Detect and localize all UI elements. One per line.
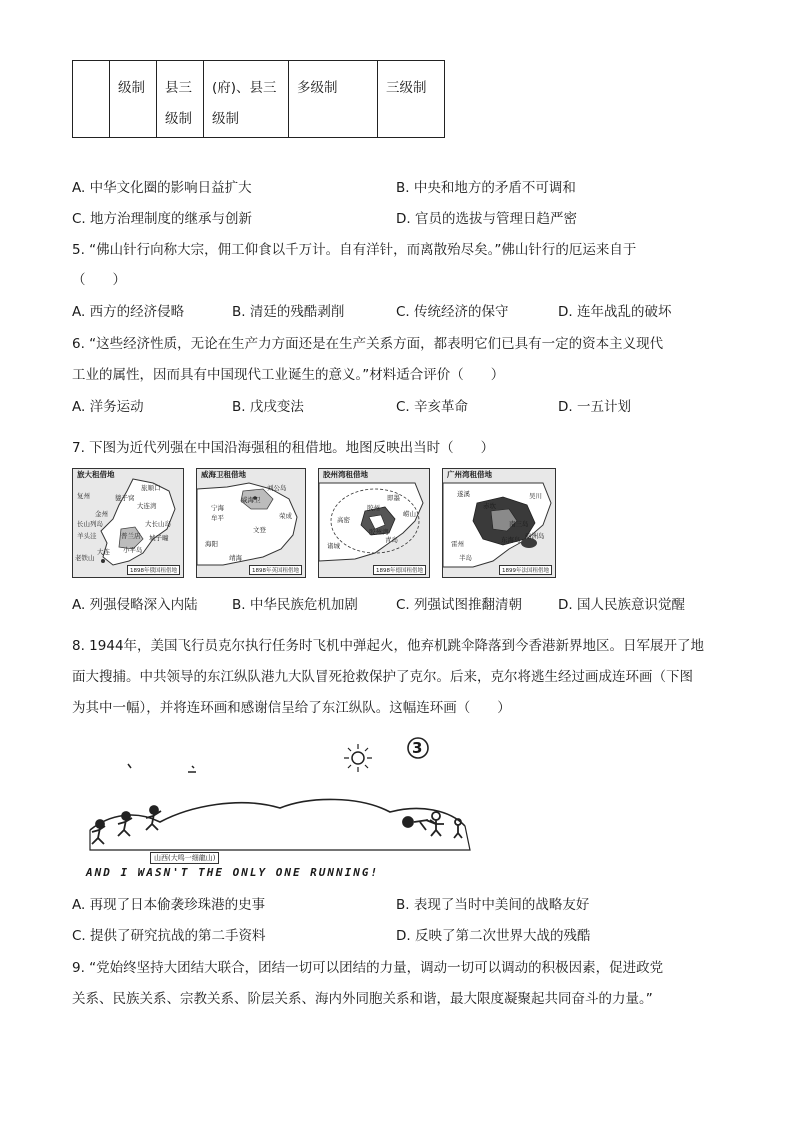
coastline-graphic: [319, 469, 429, 577]
map-label: 海阳: [205, 540, 218, 548]
map-label: 胶州湾: [369, 528, 389, 536]
map-legend: 1898年德国租借地: [373, 565, 426, 575]
map-lvda: [72, 468, 184, 578]
q6-option-c[interactable]: C. 辛亥革命: [396, 399, 469, 415]
q7-option-c[interactable]: C. 列强试图推翻清朝: [396, 597, 523, 613]
q6-option-b[interactable]: B. 戊戌变法: [232, 399, 304, 415]
q5-option-c[interactable]: C. 传统经济的保守: [396, 304, 509, 320]
q5-stem: 5. “佛山针行向称大宗，佣工仰食以千万计。自有洋针，而离散殆尽矣。”佛山针行的厄运来自于: [72, 242, 637, 258]
map-label: 硇洲岛: [525, 532, 545, 540]
q8-option-b[interactable]: B. 表现了当时中美间的战略友好: [396, 897, 590, 913]
table-cell: 县三级制: [157, 61, 204, 138]
table-cell: 级制: [110, 61, 157, 138]
q6-stem-line1: 6. “这些经济性质，无论在生产力方面还是在生产关系方面，都表明它们已具有一定的资本主义现代: [72, 336, 664, 352]
map-label: 吴川: [529, 492, 542, 500]
map-label: 诸城: [327, 542, 340, 550]
q7-option-d[interactable]: D. 国人民族意识觉醒: [558, 597, 685, 613]
map-label: 半岛: [459, 554, 472, 562]
table-row: [73, 61, 445, 138]
map-weihaiwei: [196, 468, 306, 578]
map-label: 宁海: [211, 504, 224, 512]
comic-caption-note: 山西(大鸣一细龍山): [150, 852, 219, 864]
q4-option-d[interactable]: D. 官员的选拔与管理日趋严密: [396, 211, 577, 227]
q5-blank: （ ）: [72, 272, 126, 288]
q8-stem-line3: 为其中一幅），并将连环画和感谢信呈给了东江纵队。这幅连环画（ ）: [72, 700, 511, 716]
q8-option-d[interactable]: D. 反映了第二次世界大战的残酷: [396, 928, 591, 944]
map-label: 南三岛: [509, 520, 529, 528]
map-label: 雷州: [451, 540, 464, 548]
admin-table: [72, 60, 445, 138]
map-label: 貔子窝: [115, 494, 135, 502]
map-label: 老铁山: [75, 554, 95, 562]
map-title: 广州湾租借地: [447, 470, 492, 479]
map-label: 长山列岛: [77, 520, 103, 528]
q5-option-a[interactable]: A. 西方的经济侵略: [72, 304, 185, 320]
q6-option-a[interactable]: A. 洋务运动: [72, 399, 144, 415]
map-legend: 1898年英国租借地: [249, 565, 302, 575]
map-legend: 1899年法国租借地: [499, 565, 552, 575]
q6-stem-line2: 工业的属性，因而具有中国现代工业诞生的意义。”材料适合评价（ ）: [72, 367, 505, 383]
q8-option-a[interactable]: A. 再现了日本偷袭珍珠港的史事: [72, 897, 266, 913]
map-label: 大连: [97, 548, 110, 556]
map-title: 胶州湾租借地: [323, 470, 368, 479]
map-guangzhouwan: [442, 468, 556, 578]
map-label: 遂溪: [457, 490, 470, 498]
map-label: 复州: [77, 492, 90, 500]
q8-stem-line2: 面大搜捕。中共领导的东江纵队港九大队冒死抢救保护了克尔。后来，克尔将逃生经过画成连环画（下图: [72, 669, 693, 685]
map-label: 威海卫: [241, 496, 261, 504]
q7-option-b[interactable]: B. 中华民族危机加剧: [232, 597, 358, 613]
map-label: 高密: [337, 516, 350, 524]
map-jiaozhou: [318, 468, 430, 578]
q9-stem-line1: 9. “党始终坚持大团结大联合，团结一切可以团结的力量，调动一切可以调动的积极因素，促进政党: [72, 960, 664, 976]
map-label: 旅顺口: [141, 484, 161, 492]
map-label: 胶州: [367, 504, 380, 512]
comic-number: 3: [412, 739, 423, 757]
map-label: 羊头洼: [77, 532, 97, 540]
map-title: 旅大租借地: [77, 470, 115, 479]
map-label: 文登: [253, 526, 266, 534]
map-label: 普兰店: [121, 532, 141, 540]
q7-option-a[interactable]: A. 列强侵略深入内陆: [72, 597, 198, 613]
map-label: 荣成: [279, 512, 292, 520]
map-label: 东海岛: [501, 536, 521, 544]
table-cell: 多级制: [289, 61, 378, 138]
map-legend: 1898年俄国租借地: [127, 565, 180, 575]
table-cell: 三级制: [378, 61, 445, 138]
q8-stem-line1: 8. 1944年，美国飞行员克尔执行任务时飞机中弹起火，他弃机跳伞降落到今香港新界地区。日军展开了地: [72, 638, 705, 654]
q4-option-c[interactable]: C. 地方治理制度的继承与创新: [72, 211, 253, 227]
map-label: 金州: [95, 510, 108, 518]
q5-option-b[interactable]: B. 清廷的残酷剥削: [232, 304, 345, 320]
map-label: 即墨: [387, 494, 400, 502]
comic-caption: AND I WASN'T THE ONLY ONE RUNNING!: [86, 866, 380, 879]
table-cell: (府)、县三级制: [204, 61, 289, 138]
q8-option-c[interactable]: C. 提供了研究抗战的第二手资料: [72, 928, 266, 944]
map-label: 赤坎: [483, 502, 496, 510]
map-label: 崂山: [403, 510, 416, 518]
q4-option-a[interactable]: A. 中华文化圈的影响日益扩大: [72, 180, 252, 196]
map-label: 青岛: [385, 536, 398, 544]
map-label: 大连湾: [137, 502, 157, 510]
q4-option-b[interactable]: B. 中央和地方的矛盾不可调和: [396, 180, 576, 196]
q5-option-d[interactable]: D. 连年战乱的破坏: [558, 304, 672, 320]
coastline-graphic: [197, 469, 305, 577]
table-cell: [73, 61, 110, 138]
map-label: 城子疃: [149, 534, 169, 542]
map-label: 小平岛: [123, 546, 143, 554]
map-title: 威海卫租借地: [201, 470, 246, 479]
q7-stem: 7. 下图为近代列强在中国沿海强租的租借地。地图反映出当时（ ）: [72, 440, 495, 456]
map-label: 大长山岛: [145, 520, 171, 528]
map-label: 刘公岛: [267, 484, 287, 492]
map-label: 靖海: [229, 554, 242, 562]
map-label: 牟平: [211, 514, 224, 522]
q9-stem-line2: 关系、民族关系、宗教关系、阶层关系、海内外同胞关系和谐，最大限度凝聚起共同奋斗的力量。”: [72, 991, 653, 1007]
q6-option-d[interactable]: D. 一五计划: [558, 399, 631, 415]
